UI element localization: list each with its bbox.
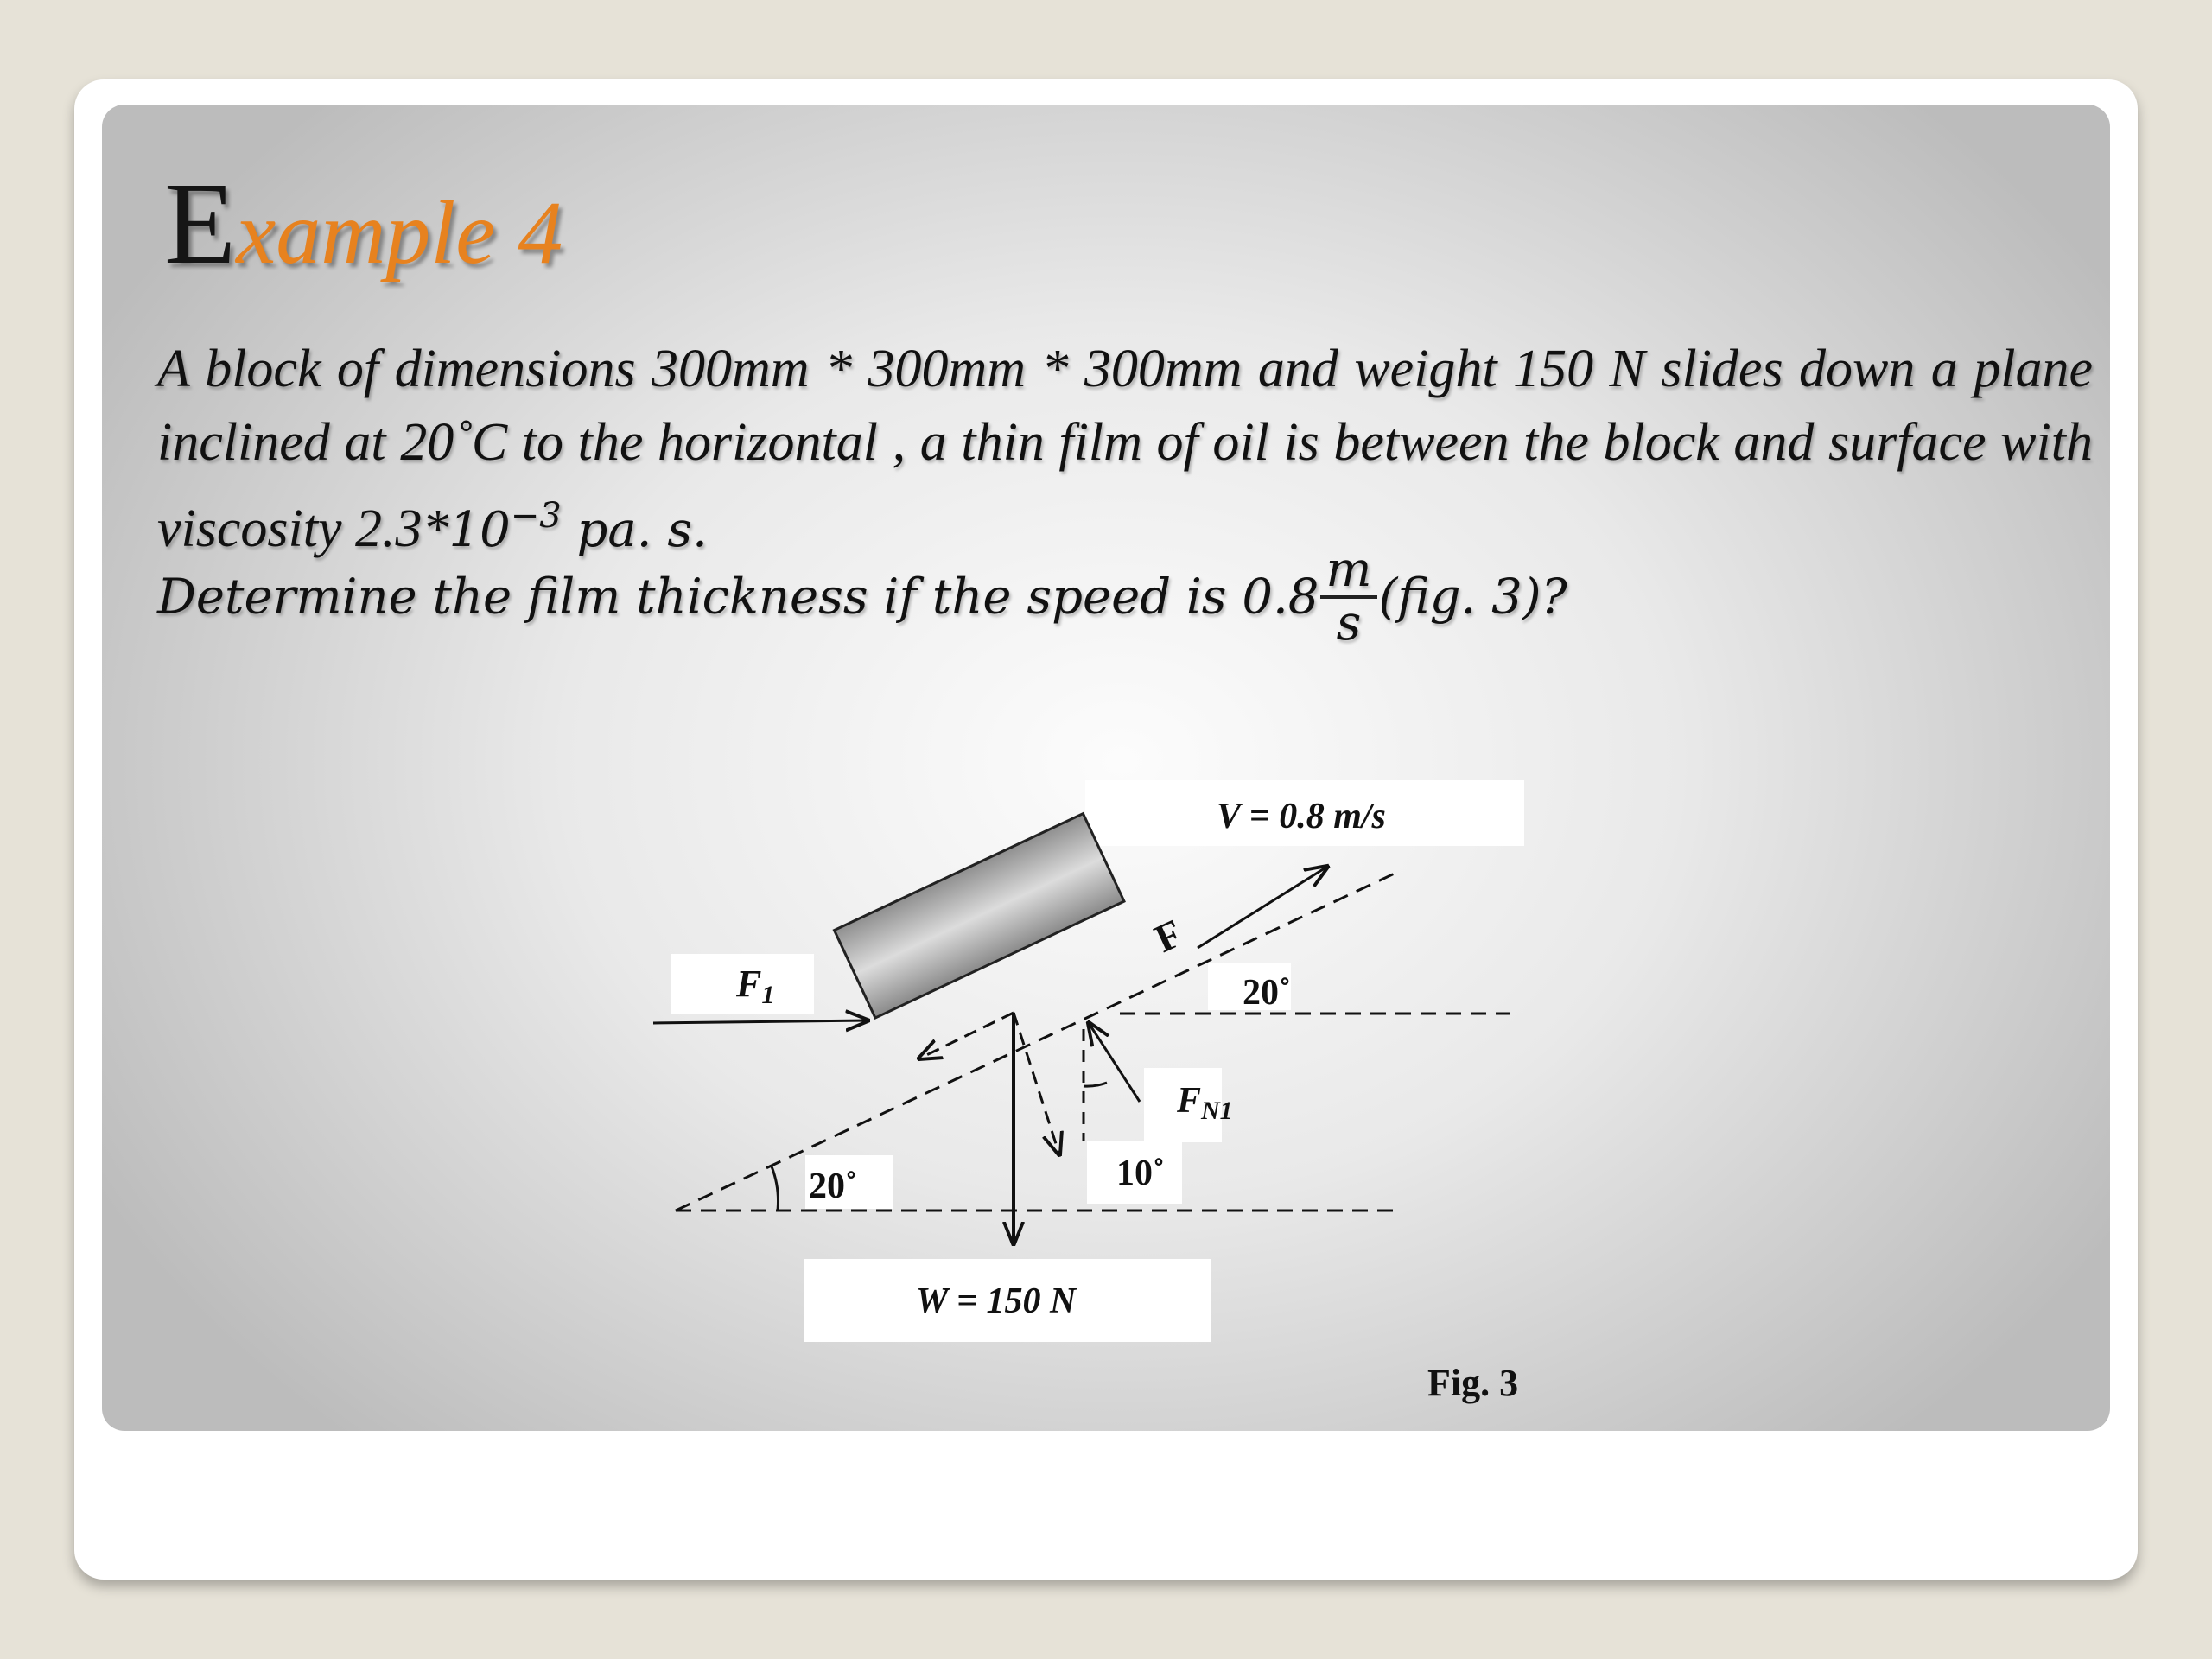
fn1-subscript: N1 bbox=[1201, 1096, 1233, 1125]
problem-text: A block of dimensions 300mm * 300mm * 300mm and weight 150 N slides down a plane inclined at 20˚C to the horizontal , a thin film of oil is between the block and surface with viscosity 2.3* bbox=[157, 340, 2093, 558]
problem-units: pa. s. bbox=[561, 502, 708, 558]
question-text: Determine the film thickness if the speed is 0.8 bbox=[157, 569, 1319, 626]
title-first-letter: E bbox=[164, 159, 237, 289]
friction-label: F bbox=[1147, 910, 1189, 962]
slide-panel bbox=[102, 105, 2110, 1431]
velocity-arrow bbox=[1198, 867, 1327, 948]
f1-letter: F bbox=[736, 963, 762, 1005]
f1-arrow bbox=[653, 1020, 868, 1023]
free-body-diagram bbox=[102, 105, 2110, 1431]
velocity-label: V = 0.8 m/s bbox=[1217, 797, 1386, 836]
problem-power-exp: −3 bbox=[510, 496, 562, 536]
title-rest: xample 4 bbox=[236, 183, 563, 283]
problem-power-base: 10 bbox=[448, 502, 511, 558]
question-tail: (fig. 3)? bbox=[1378, 569, 1567, 626]
fn1-letter: F bbox=[1177, 1081, 1202, 1121]
angle-10-label: 10˚ bbox=[1116, 1154, 1165, 1193]
block-component-arrow bbox=[919, 1013, 1014, 1058]
normal-force-arrow bbox=[1089, 1023, 1140, 1102]
fraction-denominator: s bbox=[1336, 595, 1362, 652]
angle-base-label: 20˚ bbox=[809, 1166, 857, 1206]
weight-label: W = 150 N bbox=[916, 1281, 1077, 1321]
f1-subscript: 1 bbox=[761, 981, 775, 1009]
fraction-numerator: m bbox=[1320, 545, 1376, 599]
sliding-block bbox=[834, 814, 1123, 1018]
normal-angle-arc bbox=[1084, 1083, 1107, 1086]
figure-caption: Fig. 3 bbox=[1427, 1362, 1519, 1404]
angle-top-label: 20˚ bbox=[1243, 973, 1291, 1013]
base-angle-arc bbox=[772, 1166, 779, 1211]
